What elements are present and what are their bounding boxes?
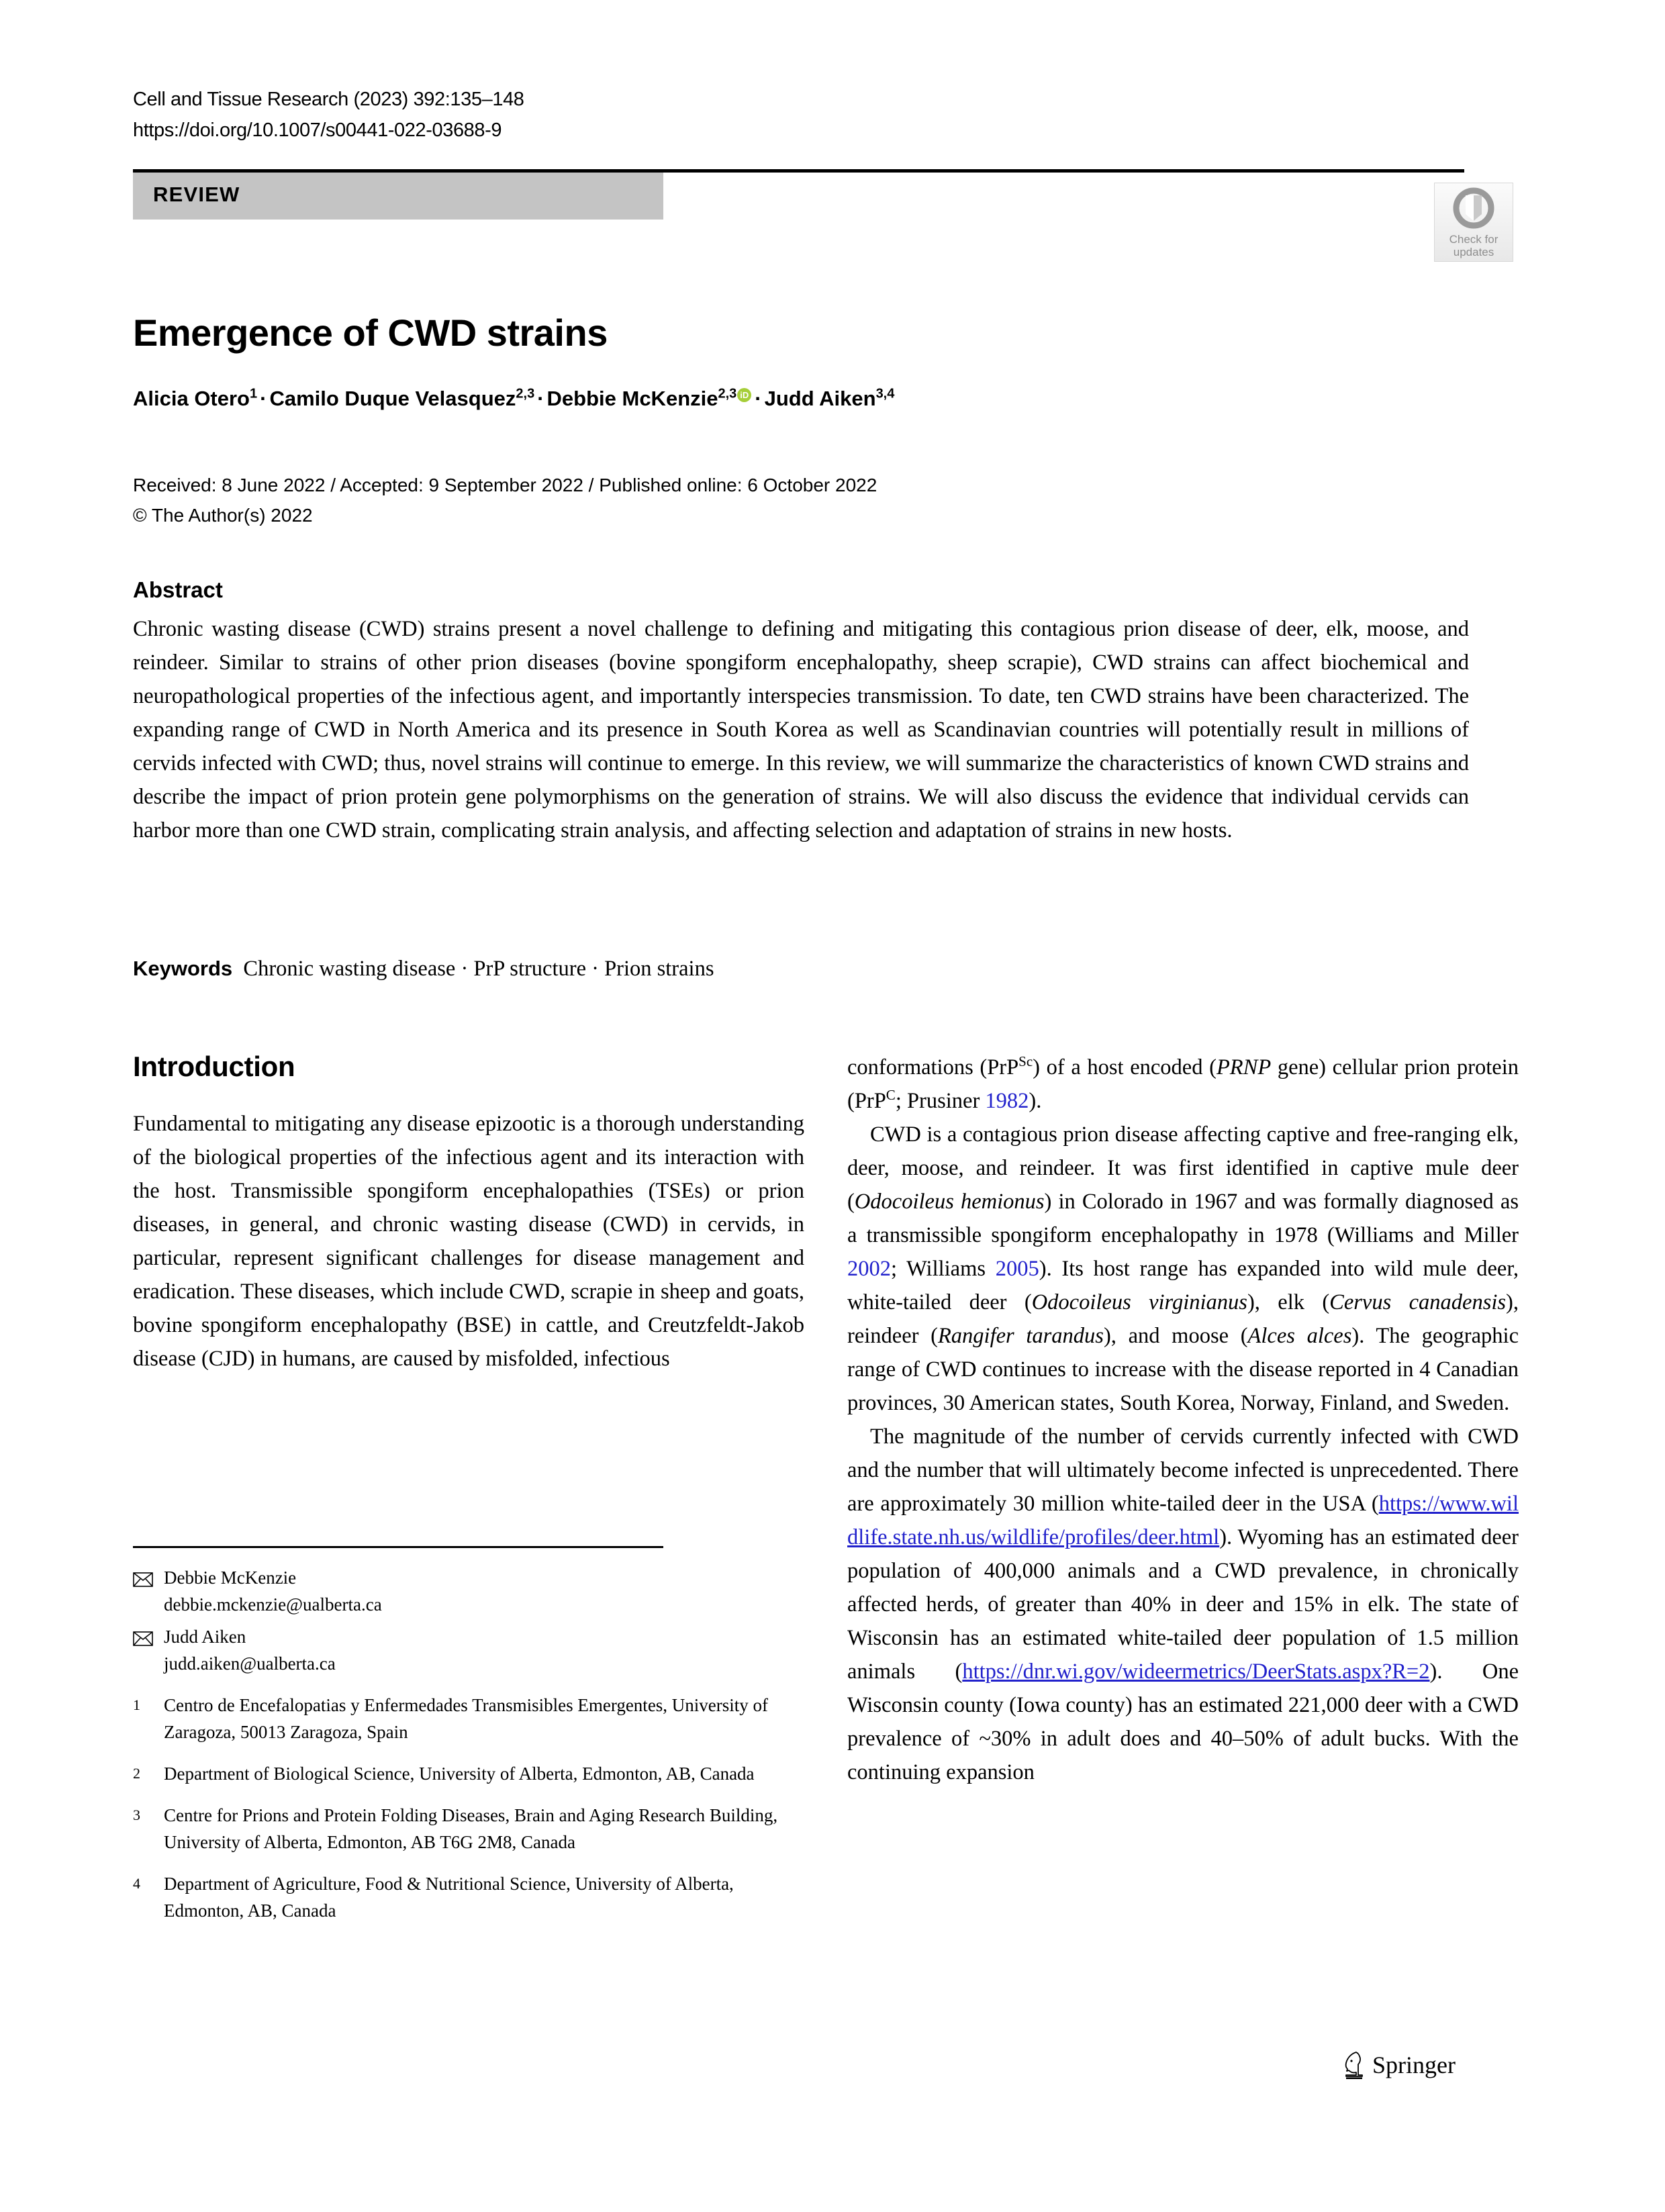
species-name: Odocoileus hemionus <box>854 1190 1045 1214</box>
right-paragraph-3 <box>847 1420 1519 1789</box>
publisher-name: Springer <box>1372 2052 1456 2078</box>
text-run: conformations (PrP <box>847 1055 1019 1079</box>
species-name: Alces alces <box>1247 1324 1352 1348</box>
section-heading-introduction: Introduction <box>133 1051 295 1082</box>
text-run: ). The geographic range of CWD continues to increase with the disease reported in 4 Canadian provinces, 30 American states, South Korea, Norway, Finland, and Sweden. <box>847 1324 1519 1415</box>
crossmark-badge[interactable] <box>1434 183 1513 262</box>
right-paragraph-1 <box>847 1051 1519 1118</box>
gene-name-prnp: PRNP <box>1216 1055 1272 1079</box>
text-run: ) in Colorado in 1967 and was formally diagnosed as a transmissible spongiform encephalopathy in 1978 (Williams and Miller <box>847 1190 1519 1247</box>
crossmark-label <box>1449 233 1498 258</box>
column-left <box>133 1051 804 1376</box>
column-right <box>847 1051 1519 1789</box>
crossmark-icon <box>1452 187 1496 232</box>
envelope-icon <box>133 1564 164 1618</box>
text-run: ). Wyoming has an estimated deer population of 400,000 animals and a CWD prevalence, in chronically affected herds, of greater than 40% in deer and 15% in elk. The state of Wisconsin has an estimated white-tailed deer population of 1.5 million animals ( <box>847 1525 1519 1684</box>
text-run: ), and moose ( <box>1103 1324 1248 1348</box>
author-list <box>133 384 1469 414</box>
text-run: ), reindeer ( <box>847 1290 1519 1348</box>
corresponding-author-email[interactable]: debbie.mckenzie@ualberta.ca <box>164 1594 382 1615</box>
page-title: Emergence of CWD strains <box>133 311 608 354</box>
affiliation-number: 3 <box>133 1807 140 1823</box>
keywords-heading: Keywords <box>133 957 233 980</box>
corresponding-author-text <box>164 1623 804 1677</box>
text-run: ; Williams <box>891 1257 996 1281</box>
text-run: ) of a host encoded ( <box>1033 1055 1217 1079</box>
author-name: Judd Aiken <box>764 387 876 410</box>
envelope-icon <box>133 1623 164 1677</box>
affiliation-row <box>133 1692 804 1745</box>
journal-citation-line: Cell and Tissue Research (2023) 392:135–148 <box>133 89 524 110</box>
affiliation-row <box>133 1760 804 1787</box>
text-run: CWD is a contagious prion disease affecting captive and free-ranging elk, deer, moose, and reindeer. It was first identified in captive mule deer ( <box>847 1122 1519 1214</box>
abstract-heading: Abstract <box>133 577 223 602</box>
keywords-text: Chronic wasting disease · PrP structure · Prion strains <box>243 957 714 981</box>
species-name: Odocoileus virginianus <box>1031 1290 1247 1314</box>
author-separator: · <box>755 387 762 410</box>
corresponding-author-text <box>164 1564 804 1618</box>
external-link-wildlife[interactable]: https://www.wildlife.state.nh.us/wildlife/profiles/deer.html <box>847 1492 1519 1549</box>
text-run: ). Its host range has expanded into wild mule deer, white-tailed deer ( <box>847 1257 1519 1314</box>
text-run: ; Prusiner <box>895 1089 986 1113</box>
author-name: Alicia Otero <box>133 387 250 410</box>
species-name: Rangifer tarandus <box>937 1324 1104 1348</box>
affiliation-number: 1 <box>133 1696 140 1713</box>
affiliation-row <box>133 1870 804 1924</box>
copyright-line: © The Author(s) 2022 <box>133 505 313 526</box>
affiliation-number: 2 <box>133 1765 140 1782</box>
affiliation-text: Centro de Encefalopatias y Enfermedades Transmisibles Emergentes, University of Zaragoza, 50013 Zaragoza, Spain <box>164 1695 769 1742</box>
text-run: ). One Wisconsin county (Iowa county) has an estimated 221,000 deer with a CWD prevalence of ~30% in adult does and 40–50% of adult bucks. With the continuing expansion <box>847 1660 1519 1784</box>
author-name: Camilo Duque Velasquez <box>269 387 516 410</box>
crossmark-line-2: updates <box>1453 246 1494 258</box>
affiliation-text: Department of Biological Science, University of Alberta, Edmonton, AB, Canada <box>164 1764 755 1784</box>
footnote-block <box>133 1564 804 1924</box>
citation-link[interactable]: 2005 <box>995 1257 1039 1281</box>
species-name: Cervus canadensis <box>1329 1290 1507 1314</box>
intro-paragraph-left: Fundamental to mitigating any disease epizootic is a thorough understanding of the biological properties of the infectious agent and its interaction with the host. Transmissible spongiform encephalopathies (TSEs) or prion diseases, in general, and chronic wasting disease (CWD) in cervids, in particular, represent significant challenges for disease management and eradication. These diseases, which include CWD, scrapie in sheep and goats, bovine spongiform encephalopathy (BSE) in cattle, and Creutzfeldt-Jakob disease (CJD) in humans, are caused by misfolded, infectious <box>133 1112 804 1371</box>
text-run: ). <box>1029 1089 1042 1113</box>
publisher-footer <box>1343 2051 1456 2079</box>
author-affil-marker: 3,4 <box>875 386 895 401</box>
article-type-label: REVIEW <box>153 183 240 206</box>
text-run: gene) cellular prion protein (PrP <box>847 1055 1519 1113</box>
prp-sc-superscript: Sc <box>1018 1053 1033 1070</box>
prp-c-superscript: C <box>886 1087 896 1104</box>
author-affil-marker: 2,3 <box>516 386 535 401</box>
affiliation-number: 4 <box>133 1875 140 1892</box>
citation-link[interactable]: 2002 <box>847 1257 891 1281</box>
corresponding-author-email[interactable]: judd.aiken@ualberta.ca <box>164 1653 336 1674</box>
author-separator: · <box>260 387 267 410</box>
right-paragraph-2 <box>847 1118 1519 1420</box>
footnote-rule <box>133 1546 663 1548</box>
text-run: ), elk ( <box>1247 1290 1330 1314</box>
springer-knight-icon <box>1343 2051 1366 2079</box>
author-entry <box>765 387 895 410</box>
doi-link[interactable]: https://doi.org/10.1007/s00441-022-03688-9 <box>133 119 502 141</box>
text-run: The magnitude of the number of cervids currently infected with CWD and the number that will ultimately become infected is unprecedented. There are approximately 30 million white-tailed deer in the USA ( <box>847 1425 1519 1516</box>
affiliation-row <box>133 1802 804 1856</box>
crossmark-line-1: Check for <box>1449 233 1498 246</box>
publication-history: Received: 8 June 2022 / Accepted: 9 September 2022 / Published online: 6 October 2022 <box>133 475 877 495</box>
corresponding-author-row <box>133 1623 804 1677</box>
corresponding-author-name: Debbie McKenzie <box>164 1568 297 1588</box>
affiliation-text: Centre for Prions and Protein Folding Diseases, Brain and Aging Research Building, University of Alberta, Edmonton, AB T6G 2M8, Canada <box>164 1805 778 1852</box>
external-link-dnr[interactable]: https://dnr.wi.gov/wideermetrics/DeerStats.aspx?R=2 <box>962 1660 1430 1684</box>
author-entry <box>269 387 534 410</box>
author-separator: · <box>537 387 544 410</box>
corresponding-author-name: Judd Aiken <box>164 1627 246 1647</box>
orcid-icon[interactable]: iD <box>737 388 751 402</box>
author-entry <box>133 387 257 410</box>
author-entry <box>547 387 753 410</box>
citation-link[interactable]: 1982 <box>985 1089 1029 1113</box>
author-name: Debbie McKenzie <box>546 387 718 410</box>
author-affil-marker: 1 <box>250 386 258 401</box>
author-affil-marker: 2,3 <box>718 386 737 401</box>
affiliation-text: Department of Agriculture, Food & Nutritional Science, University of Alberta, Edmonton, AB, Canada <box>164 1874 734 1921</box>
keywords-row <box>133 952 1469 985</box>
abstract-text: Chronic wasting disease (CWD) strains present a novel challenge to defining and mitigating this contagious prion disease of deer, elk, moose, and reindeer. Similar to strains of other prion diseases (bovine spongiform encephalopathy, sheep scrapie), CWD strains can affect biochemical and neuropathological properties of the infectious agent, and importantly interspecies transmission. To date, ten CWD strains have been characterized. The expanding range of CWD in North America and its presence in South Korea as well as Scandinavian countries will potentially result in millions of cervids infected with CWD; thus, novel strains will continue to emerge. In this review, we will summarize the characteristics of known CWD strains and describe the impact of prion protein gene polymorphisms on the generation of strains. We will also discuss the evidence that individual cervids can harbor more than one CWD strain, complicating strain analysis, and affecting selection and adaptation of strains in new hosts. <box>133 617 1469 843</box>
corresponding-author-row <box>133 1564 804 1618</box>
